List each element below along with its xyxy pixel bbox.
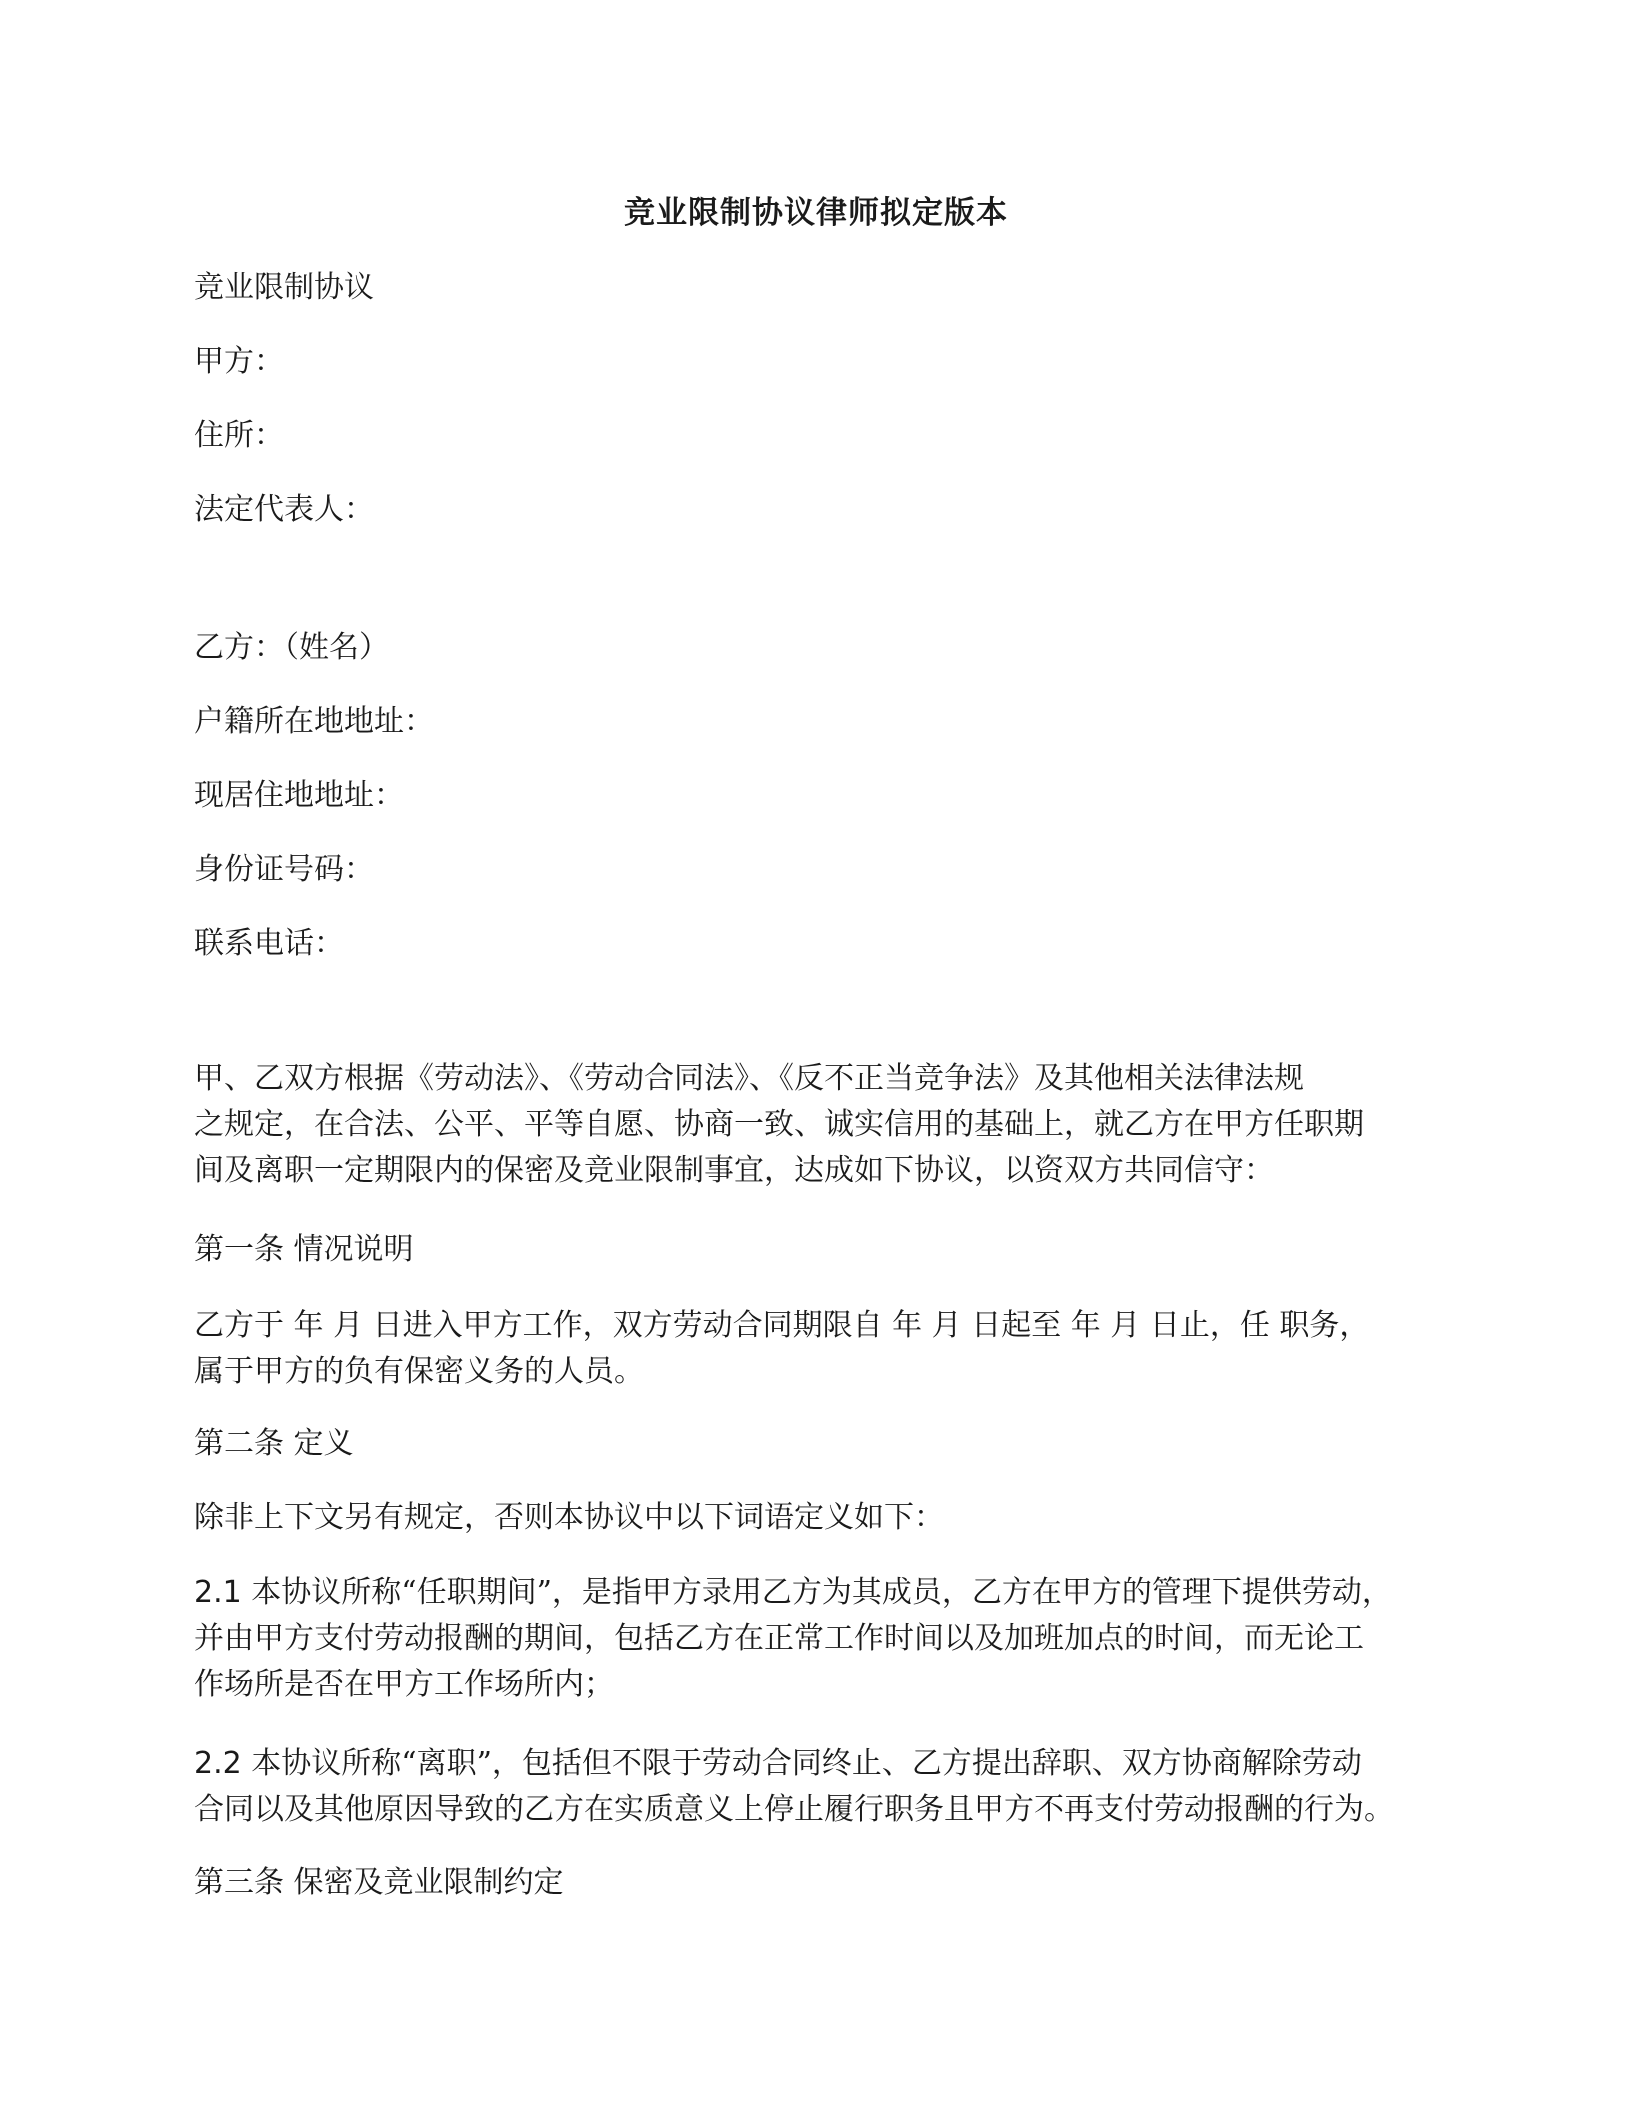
party-b-phone: 联系电话：: [194, 926, 344, 961]
preamble-line: 之规定，在合法、公平、平等自愿、协商一致、诚实信用的基础上，就乙方在甲方任职期: [194, 1107, 1364, 1142]
clause-line: [194, 1741, 1454, 1787]
party-a-legal-rep: 法定代表人：: [194, 492, 374, 527]
article-1-body: [194, 1303, 1454, 1395]
clause-text: 本协议所称“离职”，包括但不限于劳动合同终止、乙方提出辞职、双方协商解除劳动: [241, 1746, 1362, 1781]
article-1-line: 属于甲方的负有保密义务的人员。: [194, 1354, 644, 1389]
clause-line: 作场所是否在甲方工作场所内；: [194, 1667, 614, 1702]
party-a-label: 甲方：: [194, 344, 284, 379]
article-3-heading: 第三条 保密及竞业限制约定: [194, 1865, 564, 1900]
clause-line: [194, 1570, 1454, 1616]
article-2-heading: 第二条 定义: [194, 1426, 354, 1461]
party-b-household-address: 户籍所在地地址：: [194, 704, 434, 739]
agreement-heading: 竞业限制协议: [194, 270, 374, 305]
clause-number: 2.2: [194, 1746, 242, 1781]
party-b-label: 乙方：（姓名）: [194, 630, 389, 665]
clause-number: 2.1: [194, 1575, 242, 1610]
article-1-line: 乙方于 年 月 日进入甲方工作，双方劳动合同期限自 年 月 日起至 年 月 日止，任 职务，: [194, 1308, 1370, 1343]
party-a-address: 住所：: [194, 418, 284, 453]
document-title: 竞业限制协议律师拟定版本: [624, 195, 1008, 231]
party-b-id-number: 身份证号码：: [194, 852, 374, 887]
party-b-current-address: 现居住地地址：: [194, 778, 404, 813]
clause-2-1: [194, 1570, 1454, 1708]
clause-line: 合同以及其他原因导致的乙方在实质意义上停止履行职务且甲方不再支付劳动报酬的行为。: [194, 1792, 1394, 1827]
article-2-intro: 除非上下文另有规定，否则本协议中以下词语定义如下：: [194, 1500, 944, 1535]
preamble-paragraph: [194, 1056, 1454, 1194]
clause-line: 并由甲方支付劳动报酬的期间，包括乙方在正常工作时间以及加班加点的时间，而无论工: [194, 1621, 1364, 1656]
preamble-line: 甲、乙双方根据《劳动法》、《劳动合同法》、《反不正当竞争法》及其他相关法律法规: [194, 1061, 1304, 1096]
article-1-heading: 第一条 情况说明: [194, 1232, 414, 1267]
clause-2-2: [194, 1741, 1454, 1833]
preamble-line: 间及离职一定期限内的保密及竞业限制事宜，达成如下协议，以资双方共同信守：: [194, 1153, 1274, 1188]
clause-text: 本协议所称“任职期间”，是指甲方录用乙方为其成员，乙方在甲方的管理下提供劳动，: [241, 1575, 1392, 1610]
